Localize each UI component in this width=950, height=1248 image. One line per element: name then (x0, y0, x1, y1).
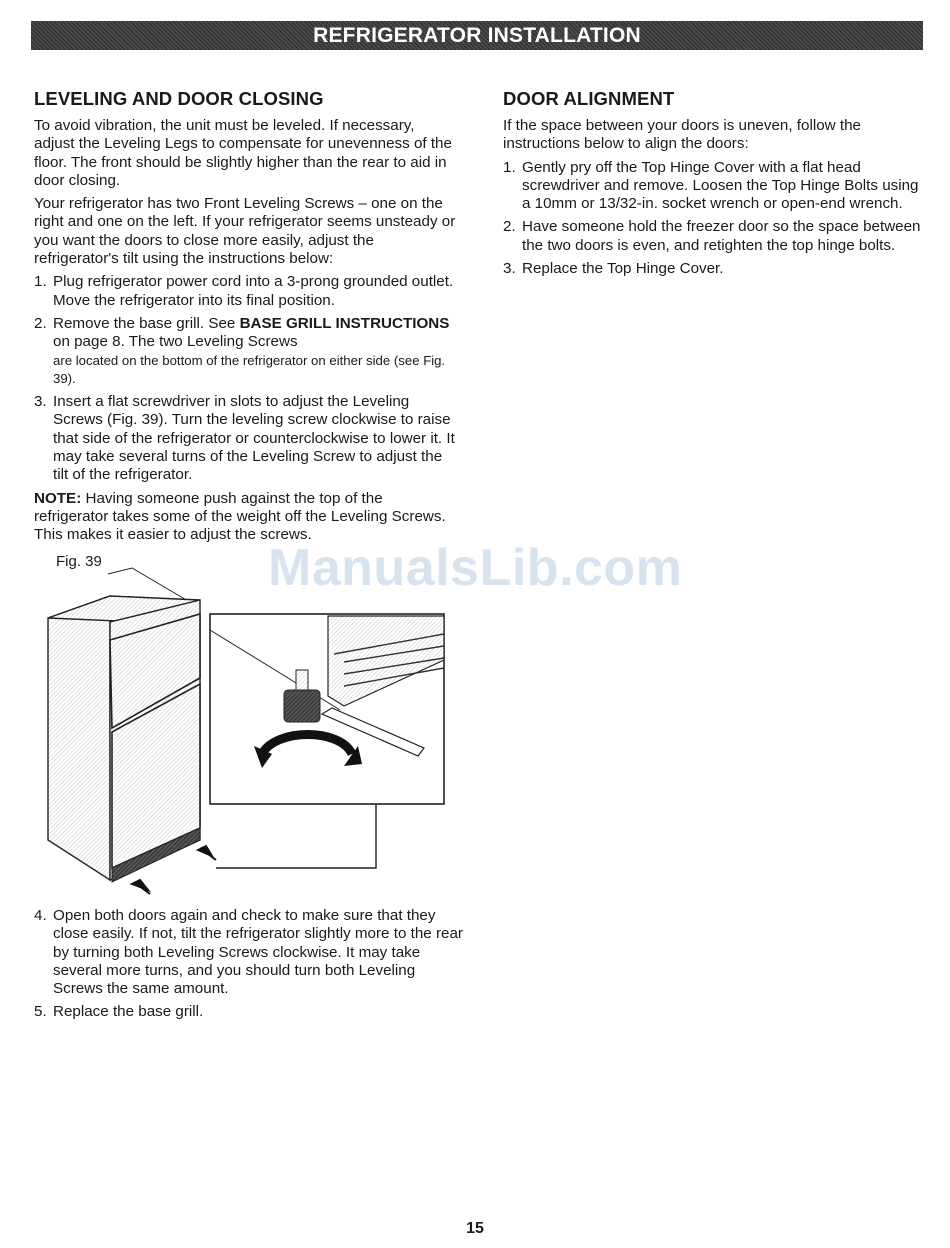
figure-label: Fig. 39 (56, 553, 102, 570)
door-alignment-heading: DOOR ALIGNMENT (503, 88, 675, 109)
step-text: Open both doors again and check to make sure that they close easily. If not, tilt the refrigerator slightly more to the rear by turning both Leveling Screws clockwise. It may take several more turns, and you should turn both Leveling Screws the same amount. (53, 907, 463, 998)
page-number: 15 (466, 1220, 484, 1237)
header-bar (31, 21, 923, 50)
alignment-step-3 (503, 260, 923, 278)
step-text: Remove the base grill. See (53, 314, 240, 332)
note-text: Having someone push against the top of the refrigerator takes some of the weight off the Leveling Screws. This makes it easier to adjust the screws. (34, 489, 446, 544)
leveling-heading: LEVELING AND DOOR CLOSING (34, 88, 324, 109)
door-alignment-steps (503, 159, 923, 279)
page-header-title: REFRIGERATOR INSTALLATION (313, 24, 641, 47)
base-grill-reference: BASE GRILL INSTRUCTIONS (239, 314, 450, 332)
step-text: Insert a flat screwdriver in slots to adjust the Leveling Screws (Fig. 39). Turn the leveling screw clockwise to raise that side of the refrigerator or counterclockwise to lower it. It may take several turns of the Leveling Screw to adjust the tilt of the refrigerator. (53, 393, 455, 484)
step-number: 3. (34, 393, 47, 411)
leveling-step-1 (34, 273, 459, 310)
leveling-steps (34, 273, 459, 484)
step-number: 4. (34, 907, 47, 924)
leveling-step-4 (34, 907, 464, 998)
step-number: 1. (34, 273, 47, 291)
step-text: on page 8. The two Leveling Screws (53, 333, 298, 351)
door-alignment-intro: If the space between your doors is uneven, follow the instructions below to align the doors: (503, 117, 861, 153)
step-text: Replace the Top Hinge Cover. (522, 260, 724, 278)
leveling-step-2 (34, 315, 459, 388)
step-number: 2. (34, 314, 47, 332)
step-number: 2. (503, 218, 516, 236)
leveling-paragraph-2: Your refrigerator has two Front Leveling Screws – one on the right and one on the left. If your refrigerator seems unsteady or you want the doors to close more easily, adjust the refrigerator's tilt using the instructions below: (34, 195, 456, 268)
door-alignment-section (503, 88, 923, 283)
note-paragraph (34, 490, 459, 545)
step-text: Plug refrigerator power cord into a 3-prong grounded outlet. Move the refrigerator into its final position. (53, 273, 454, 309)
step-number: 5. (34, 1003, 47, 1021)
step-text: Replace the base grill. (53, 1003, 204, 1021)
leveling-steps-continued (34, 907, 464, 1027)
step-number: 1. (503, 158, 516, 176)
alignment-step-1 (503, 159, 923, 214)
leveling-paragraph-1: To avoid vibration, the unit must be leveled. If necessary, adjust the Leveling Legs to compensate for unevenness of the floor. The front should be slightly higher than the rear to aid in door closing. (34, 117, 452, 189)
note-label: NOTE: (34, 489, 82, 507)
watermark: ManualsLib.com (268, 539, 683, 597)
step-text: Gently pry off the Top Hinge Cover with a flat head screwdriver and remove. Loosen the Top Hinge Bolts using a 10mm or 13/32-in. socket wrench or open-end wrench. (522, 158, 919, 213)
step-text-small: are located on the bottom of the refrigerator on either side (see Fig. 39). (53, 352, 446, 386)
step-number: 3. (503, 260, 516, 278)
figure-39 (40, 550, 460, 900)
leveling-step-3 (34, 393, 459, 484)
leveling-step-5 (34, 1003, 464, 1021)
leveling-screw-illustration (40, 550, 460, 900)
step-text: Have someone hold the freezer door so the space between the two doors is even, and retighten the top hinge bolts. (522, 218, 921, 254)
leveling-section (34, 88, 459, 550)
alignment-step-2 (503, 218, 923, 255)
